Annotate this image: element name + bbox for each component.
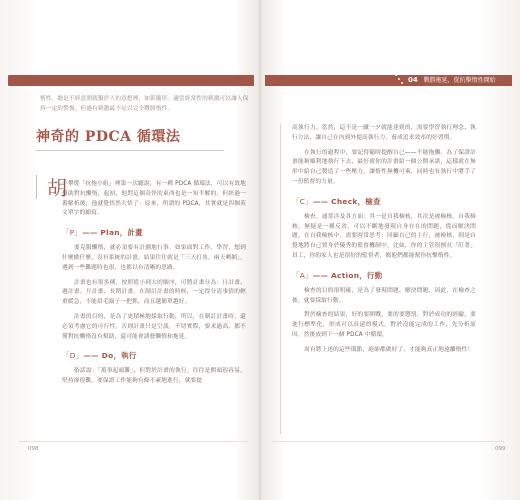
- heading-check-letter: 「C」: [292, 196, 313, 206]
- chapter-title: 戰勝拖延，從抗擊惰性開始: [423, 77, 496, 84]
- plan-paragraph: 計畫的目的，是為了更積極地採取行動，所以，在制訂計畫時，還必須考慮它的可行性。否則計畫只是空談，不切實際，要求過高、都不僅對抗懶惰沒有幫助，還可能會誘發懶惰和拖延。: [62, 313, 246, 340]
- heading-action-text: —— Action，行動: [312, 270, 383, 280]
- check-paragraph: 檢查，通常涉及各方面：其一是自我檢核，其次是被檢核。自我檢核，無疑是一種反省，可以不斷地發現自身存在的問題，從而解決問題，在自我檢核中，需要時常思考：回顧自己的主行，被檢核，則是自覺地將自己置身於優秀的監督機制中，比如，你的主管很擅長「盯著」員工，你的家人也是很好的監督者，都他們都能幫你抗擊惰性。: [292, 213, 476, 259]
- heading-do-text: —— Do，執行: [83, 351, 137, 361]
- header-dots-ornament: [393, 73, 405, 87]
- heading-check: [292, 196, 476, 207]
- heading-plan: [62, 227, 246, 238]
- page-number-right: 099: [495, 446, 506, 452]
- book-gutter: [258, 0, 262, 500]
- heading-plan-text: —— Plan，計畫: [82, 228, 143, 238]
- dropcap: 胡: [47, 176, 67, 200]
- do-paragraph: 在執行的過程中，要記得隨時提醒自己——不能拖懶，為了保證計畫能夠順利地執行下去，最好就你的計畫給一個公開承諾，這樣就在無形中給自己製造了一些壓力，讓惰性無機可乘，同時也有執行中將手了一份監督的力量。: [292, 149, 476, 185]
- heading-action-letter: 「A」: [292, 270, 313, 280]
- footer-rule-left: [18, 441, 248, 442]
- margin-rule-right: [280, 124, 281, 434]
- chapter-intro: 惰性，總是不經意間就擬於人的意想裡，如影隨形。適當經常性的刺激可以讓人保持一定的警惕，但過有刺激最不足以完全戰勝惰性。: [40, 96, 249, 112]
- chapter-heading: [408, 75, 496, 86]
- header-band-left: [8, 75, 254, 86]
- page-number-left: 098: [28, 446, 39, 452]
- left-column: [62, 180, 246, 392]
- right-column: [292, 124, 476, 361]
- action-paragraph: 對於檢查的結果，好的要開戰，要的要懲罰，對於成功的經驗，要進行標準化，形成可以長遠的模式，對於沒能完成的工作，先分析原因，然後放到下一個 PDCA 中循環。: [292, 312, 476, 338]
- action-paragraph: 檢查的目的很明確，是為了發現問題、解決問題，因此，在檢查之後，就要採取行動。: [292, 287, 476, 304]
- footer-rule-right: [272, 441, 504, 442]
- continued-paragraph: 高執行力。當然，這不是一蹴一夕就能達到的，需要學習執行理念、執行方法，讓自己在內到外提高執行力，養成追求效率的好習慣。: [292, 125, 476, 141]
- do-paragraph: 俗話說：「萬事起頭難」，但對於計畫的執行，往往是開頭很容易，堅持卻很難。要保證工作能夠有條不紊地進行，就要提: [62, 368, 246, 385]
- heading-do: [62, 350, 246, 361]
- heading-action: [292, 270, 476, 281]
- plan-paragraph: 要克服懶惰，就必須要有計劃地行事。如果面對工作、學習，想到什麼做什麼，沒有系統的計畫，結果往往就是「三天打魚，兩天晒網」，遇到一些難題時也很，也都以有清晰的思路。: [62, 245, 246, 271]
- action-paragraph: 周有將上述的這些環節，絕卻都做好了，才能夠真正地遠離惰性！: [304, 346, 474, 353]
- heading-check-text: —— Check，檢查: [312, 196, 381, 206]
- heading-plan-letter: 「P」: [62, 228, 83, 238]
- section-title: 神奇的 PDCA 循環法: [36, 129, 181, 145]
- title-rule: [36, 150, 224, 151]
- chapter-number: 04: [408, 76, 418, 84]
- plan-paragraph: 計畫也有很多種，按照從小到大的順序，可將計畫分為：日計畫、週計畫、月計畫、長期計畫。在制訂計畫的時候，一定得分清事情的輕重緩急，不能眉毛鬍子一把抓，而且越簡單越好。: [62, 279, 246, 306]
- heading-do-letter: 「D」: [62, 351, 84, 361]
- lead-paragraph: 小攀從「抗拖小組」裡第一次聽說，有一種 PDCA 循環法，可以有效地幫助對抗懶惰，起初，他對這個奇怪的東西也是一知半解的，但經過一番解析後，他就覺悟然大悟了：原來，所謂的 PDCA，其實就是四個英文單字的縮寫。: [62, 181, 246, 217]
